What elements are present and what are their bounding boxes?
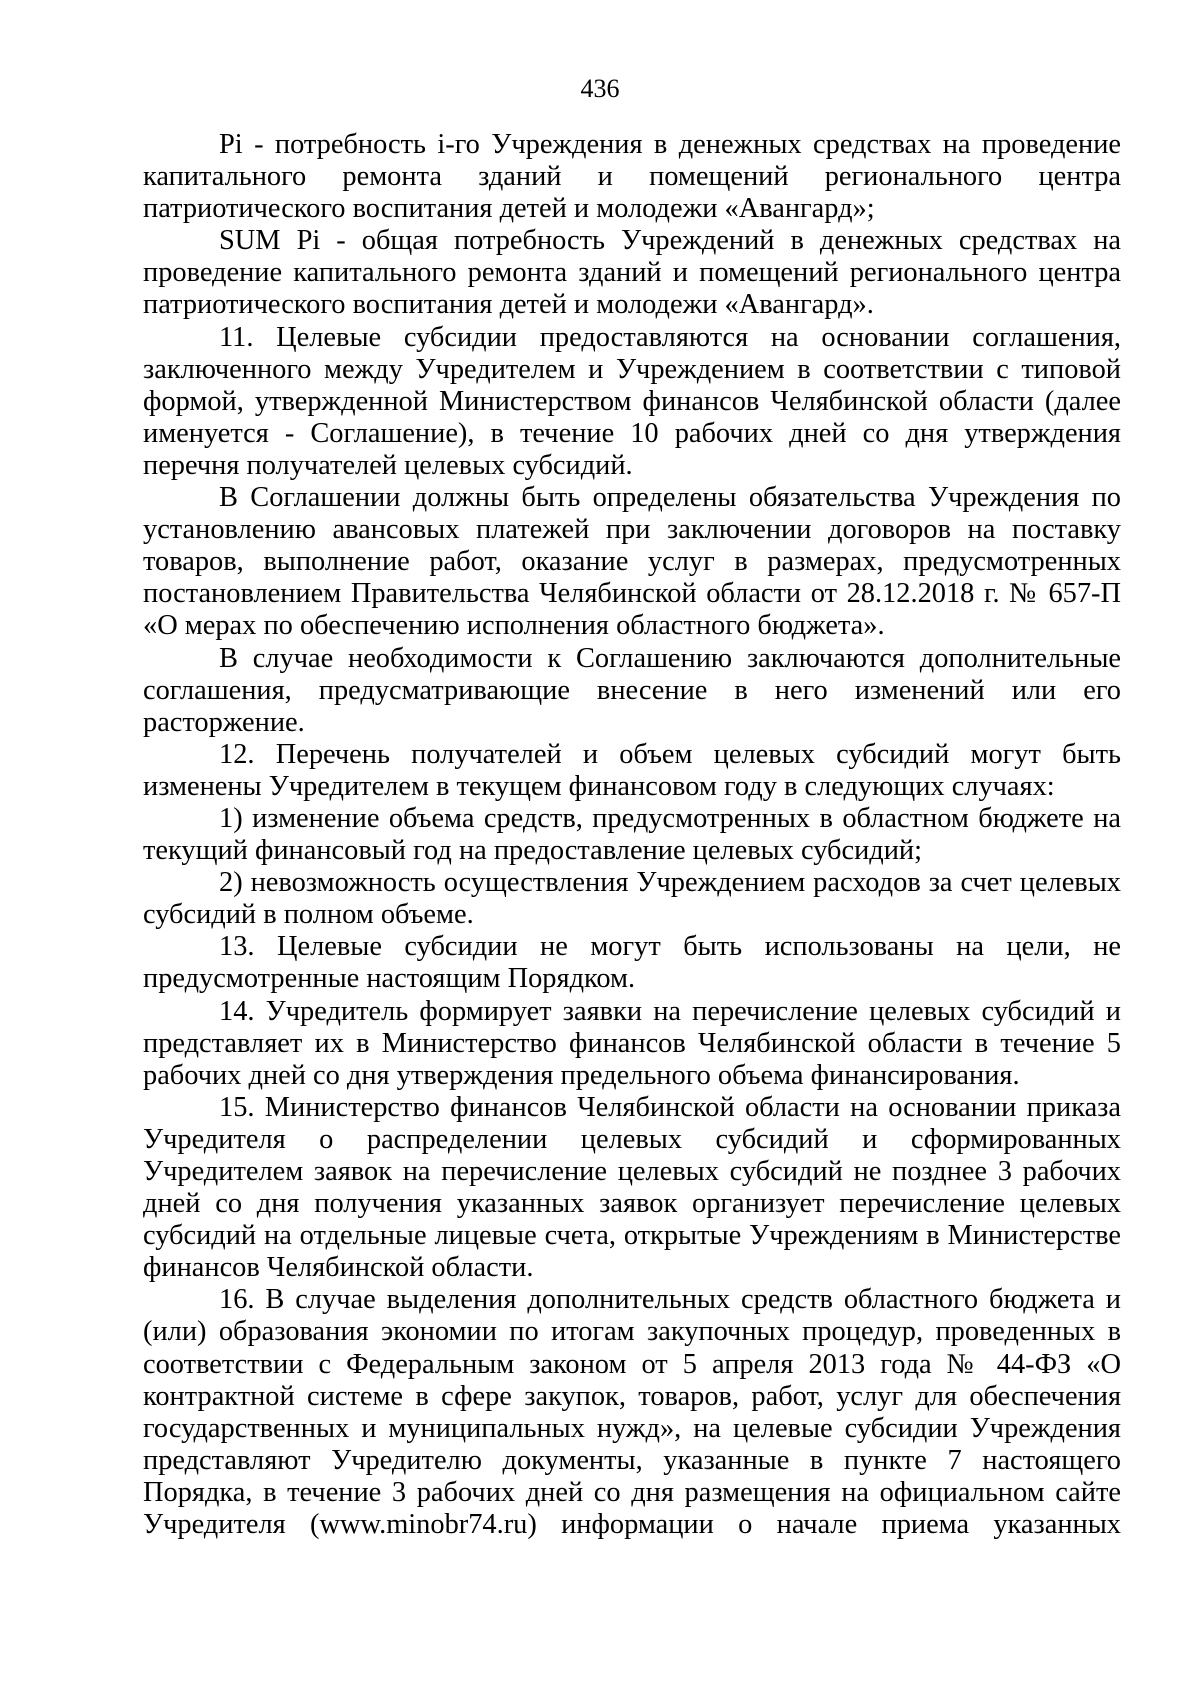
paragraph-item-13: 13. Целевые субсидии не могут быть использованы на цели, не предусмотренные настоящим Порядком. <box>143 931 1121 995</box>
paragraph-item-11: 11. Целевые субсидии предоставляются на основании соглашения, заключенного между Учредителем и Учреждением в соответствии с типовой формой, утвержденной Министерством финансов Челябинской области (далее именуется - Соглашение), в течение 10 рабочих дней со дня утверждения перечня получателей целевых субсидий. <box>143 321 1121 481</box>
paragraph-item-12: 12. Перечень получателей и объем целевых субсидий могут быть изменены Учредителем в текущем финансовом году в следующих случаях: <box>143 738 1121 802</box>
paragraph-additional-agreements: В случае необходимости к Соглашению заключаются дополнительные соглашения, предусматривающие внесение в него изменений или его расторжение. <box>143 642 1121 738</box>
paragraph-item-12-case-2: 2) невозможность осуществления Учреждением расходов за счет целевых субсидий в полном объеме. <box>143 867 1121 931</box>
paragraph-pi-definition: Pi - потребность i-го Учреждения в денежных средствах на проведение капитального ремонта зданий и помещений регионального центра патриотического воспитания детей и молодежи «Авангард»; <box>143 129 1121 225</box>
paragraph-item-12-case-1: 1) изменение объема средств, предусмотренных в областном бюджете на текущий финансовый год на предоставление целевых субсидий; <box>143 802 1121 867</box>
paragraph-item-16: 16. В случае выделения дополнительных средств областного бюджета и (или) образования экономии по итогам закупочных процедур, проведенных в соответствии с Федеральным законом от 5 апреля 2013 года № 44-ФЗ «О контрактной системе в сфере закупок, товаров, работ, услуг для обеспечения государственных и муниципальных нужд», на целевые субсидии Учреждения представляют Учредителю документы, указанные в пункте 7 настоящего Порядка, в течение 3 рабочих дней со дня размещения на официальном сайте Учредителя (www.minobr74.ru) информации о начале приема указанных <box>143 1284 1121 1541</box>
paragraph-item-15: 15. Министерство финансов Челябинской области на основании приказа Учредителя о распределении целевых субсидий и сформированных Учредителем заявок на перечисление целевых субсидий не позднее 3 рабочих дней со дня получения указанных заявок организует перечисление целевых субсидий на отдельные лицевые счета, открытые Учреждениям в Министерстве финансов Челябинской области. <box>143 1091 1121 1284</box>
paragraph-item-14: 14. Учредитель формирует заявки на перечисление целевых субсидий и представляет их в Министерство финансов Челябинской области в течение 5 рабочих дней со дня утверждения предельного объема финансирования. <box>143 995 1121 1091</box>
paragraph-sum-pi-definition: SUM Pi - общая потребность Учреждений в денежных средствах на проведение капитального ремонта зданий и помещений регионального центра патриотического воспитания детей и молодежи «Авангард». <box>143 225 1121 321</box>
document-body <box>143 129 1121 1541</box>
page-number: 436 <box>580 74 620 103</box>
paragraph-agreement-obligations: В Соглашении должны быть определены обязательства Учреждения по установлению авансовых платежей при заключении договоров на поставку товаров, выполнение работ, оказание услуг в размерах, предусмотренных постановлением Правительства Челябинской области от 28.12.2018 г. № 657-П «О мерах по обеспечению исполнения областного бюджета». <box>143 482 1121 642</box>
